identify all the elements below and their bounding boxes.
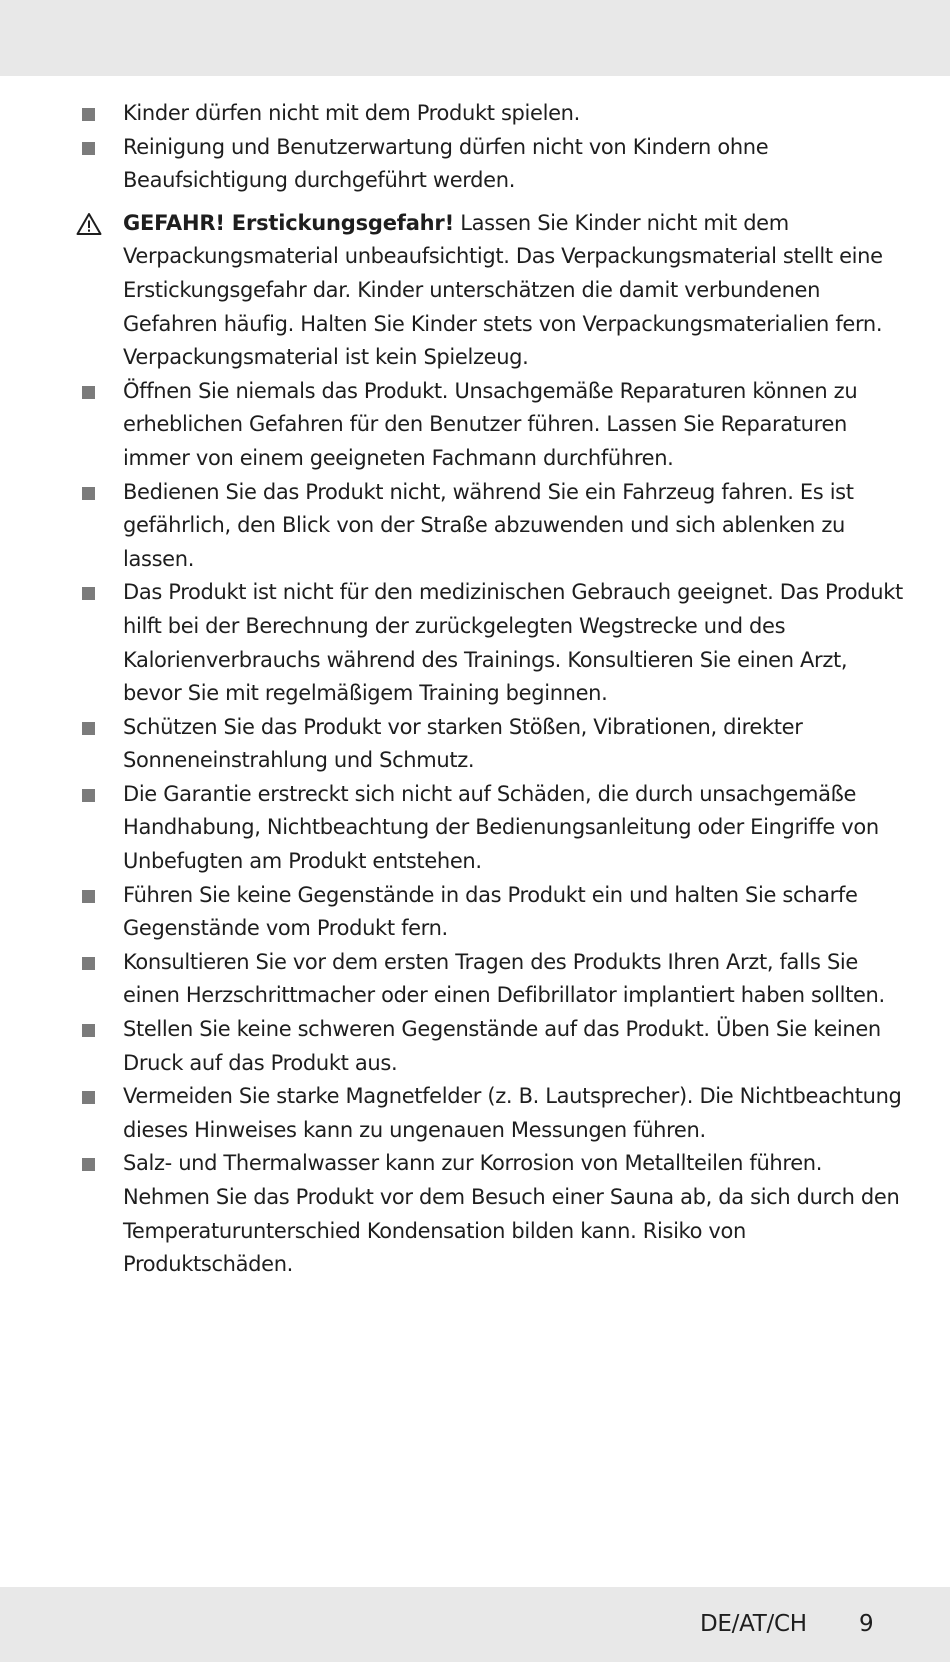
- list-item: [0, 778, 950, 879]
- square-bullet-icon: [82, 487, 95, 500]
- list-item-text: Vermeiden Sie starke Magnetfelder (z. B. Lautsprecher). Die Nichtbeachtung dieses Hinweises kann zu ungenauen Messungen führen.: [123, 1084, 902, 1142]
- list-item-text: Schützen Sie das Produkt vor starken Stößen, Vibrationen, direkter Sonneneinstrahlung und Schmutz.: [123, 714, 803, 773]
- list-item: [0, 1013, 950, 1080]
- list-item-text: Öffnen Sie niemals das Produkt. Unsachgemäße Reparaturen können zu erheblichen Gefahren für den Benutzer führen. Lassen Sie Reparaturen immer von einem geeigneten Fachmann durchführen.: [123, 378, 858, 470]
- square-bullet-icon: [82, 1024, 95, 1037]
- list-item: [0, 1147, 950, 1281]
- list-item-text: Reinigung und Benutzerwartung dürfen nicht von Kindern ohne Beaufsichtigung durchgeführt werden.: [123, 134, 769, 193]
- square-bullet-icon: [82, 957, 95, 970]
- footer-region-label: DE/AT/CH: [700, 1611, 807, 1637]
- list-item: [0, 375, 950, 476]
- square-bullet-icon: [82, 587, 95, 600]
- list-item-text: Kinder dürfen nicht mit dem Produkt spielen.: [123, 101, 580, 125]
- square-bullet-icon: [82, 789, 95, 802]
- square-bullet-icon: [82, 1091, 95, 1104]
- footer-band: [0, 1587, 950, 1662]
- list-item-text: Salz- und Thermalwasser kann zur Korrosion von Metallteilen führen. Nehmen Sie das Produkt vor dem Besuch einer Sauna ab, da sich durch den Temperaturunterschied Kondensation bilden kann. Risiko von Produktschäden.: [123, 1151, 900, 1277]
- list-item-text: Bedienen Sie das Produkt nicht, während Sie ein Fahrzeug fahren. Es ist gefährlich, den Blick von der Straße abzuwenden und sich ablenken zu lassen.: [123, 479, 854, 571]
- warning-item: [0, 207, 950, 375]
- list-item-text: Führen Sie keine Gegenstände in das Produkt ein und halten Sie scharfe Gegenstände vom Produkt fern.: [123, 882, 858, 941]
- page-number: 9: [859, 1611, 874, 1637]
- square-bullet-icon: [82, 108, 95, 121]
- square-bullet-icon: [82, 1158, 95, 1171]
- square-bullet-icon: [82, 722, 95, 735]
- safety-instructions-list: [0, 97, 950, 1282]
- list-item: [0, 946, 950, 1013]
- list-item: [0, 97, 950, 131]
- list-item: [0, 711, 950, 778]
- square-bullet-icon: [82, 890, 95, 903]
- warning-heading: GEFAHR! Erstickungsgefahr!: [123, 210, 454, 235]
- list-item: [0, 1080, 950, 1147]
- header-band: [0, 0, 950, 76]
- list-item: [0, 131, 950, 198]
- square-bullet-icon: [82, 386, 95, 399]
- warning-triangle-icon: [76, 212, 102, 236]
- warning-text: Lassen Sie Kinder nicht mit dem Verpackungsmaterial unbeaufsichtigt. Das Verpackungsmaterial stellt eine Erstickungsgefahr dar. Kinder unterschätzen die damit verbundenen Gefahren häufig. Halten Sie Kinder stets von Verpackungsmaterialien fern. Verpackungsmaterial ist kein Spielzeug.: [123, 210, 883, 370]
- list-item: [0, 879, 950, 946]
- list-item-text: Die Garantie erstreckt sich nicht auf Schäden, die durch unsachgemäße Handhabung, Nichtbeachtung der Bedienungsanleitung oder Eingriffe von Unbefugten am Produkt entstehen.: [123, 781, 879, 874]
- square-bullet-icon: [82, 142, 95, 155]
- list-item-text: Das Produkt ist nicht für den medizinischen Gebrauch geeignet. Das Produkt hilft bei der Berechnung der zurückgelegten Wegstrecke und des Kalorienverbrauchs während des Trainings. Konsultieren Sie einen Arzt, bevor Sie mit regelmäßigem Training beginnen.: [123, 580, 903, 706]
- list-item: [0, 576, 950, 710]
- list-item-text: Stellen Sie keine schweren Gegenstände auf das Produkt. Üben Sie keinen Druck auf das Produkt aus.: [123, 1017, 881, 1075]
- list-item-text: Konsultieren Sie vor dem ersten Tragen des Produkts Ihren Arzt, falls Sie einen Herzschrittmacher oder einen Defibrillator implantiert haben sollten.: [123, 949, 885, 1008]
- list-item: [0, 476, 950, 577]
